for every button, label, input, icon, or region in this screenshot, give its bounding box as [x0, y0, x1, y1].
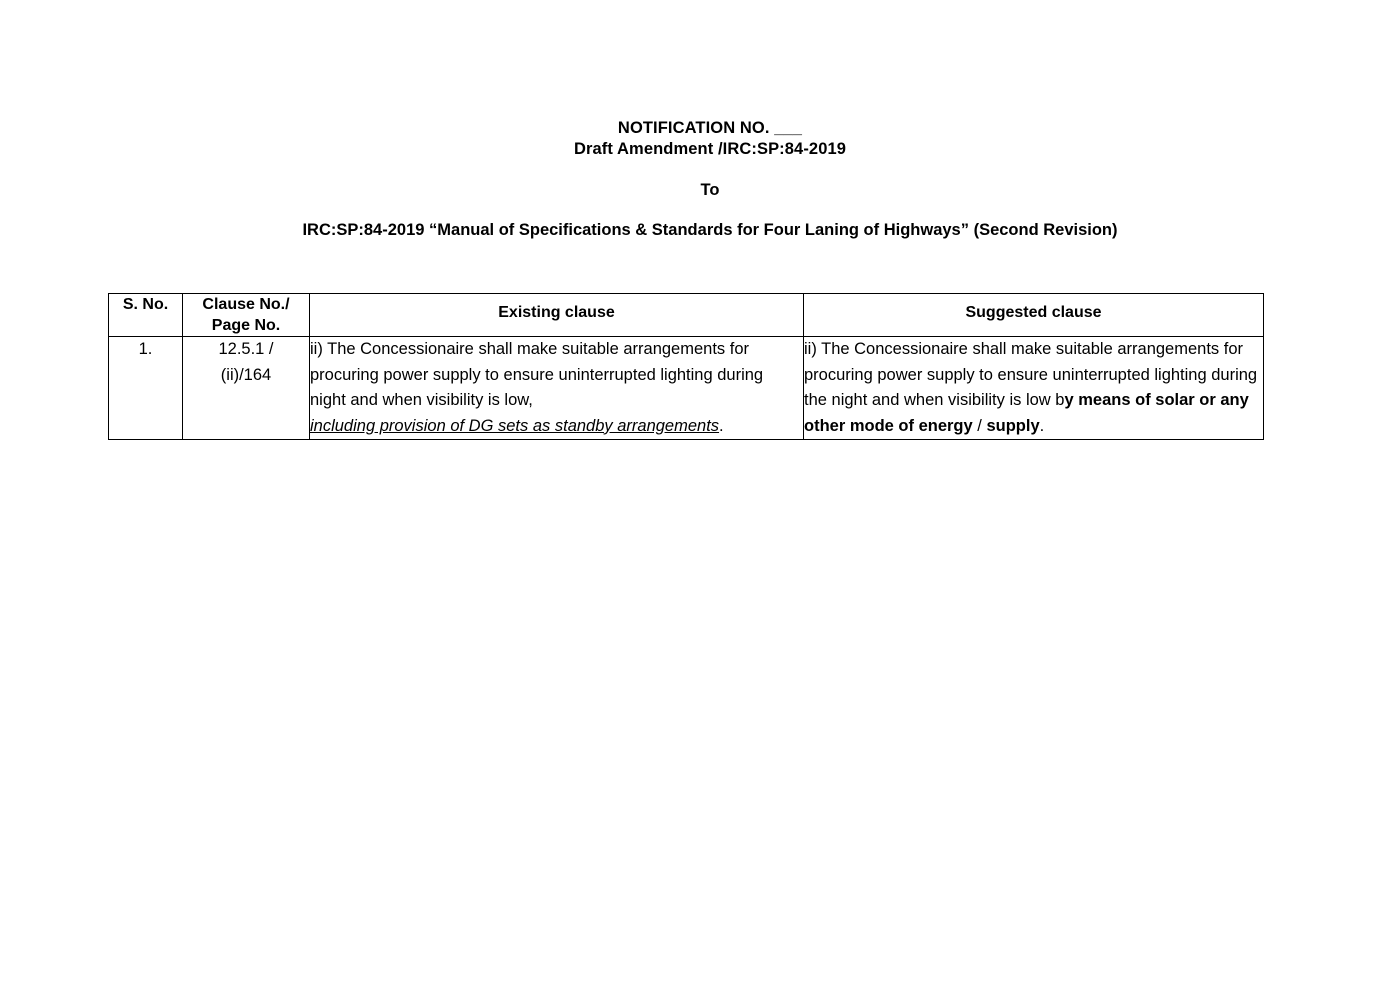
column-header-existing-clause	[310, 294, 804, 337]
suggested-clause-separator: /	[972, 416, 987, 435]
cell-clause-page	[183, 337, 310, 440]
heading-spacer-1	[210, 160, 1210, 180]
existing-clause-inserted-text: including provision of DG sets as standby arrangements	[310, 416, 720, 435]
suggested-clause-trailing-text: .	[1039, 416, 1045, 435]
column-header-clause-line2: Page No.	[211, 317, 281, 334]
amendment-table	[108, 293, 1264, 440]
cell-existing-clause	[310, 337, 804, 440]
heading-to: To	[700, 181, 720, 199]
column-header-s-no	[109, 294, 183, 337]
document-heading	[210, 118, 1210, 241]
draft-amendment-line: Draft Amendment /IRC:SP:84-2019	[573, 140, 847, 158]
suggested-clause-bold-text-1: y means of solar or any other mode of energy	[804, 391, 1249, 435]
column-header-clause-line1: Clause No./	[202, 296, 290, 313]
column-header-existing-clause-label: Existing clause	[498, 304, 615, 321]
column-header-clause-page	[183, 294, 310, 337]
column-header-suggested-clause-label: Suggested clause	[965, 304, 1102, 321]
column-header-suggested-clause	[804, 294, 1264, 337]
column-header-s-no-label: S. No.	[122, 296, 169, 313]
clause-number-value: 12.5.1 /	[218, 340, 274, 358]
s-no-value: 1.	[138, 340, 153, 358]
existing-clause-trailing-text: .	[719, 416, 724, 435]
notification-number: NOTIFICATION NO. ___	[617, 119, 803, 137]
manual-title: IRC:SP:84-2019 “Manual of Specifications & Standards for Four Laning of Highways” (Second Revision)	[302, 221, 1118, 239]
suggested-clause-lead-text: ii) The Concessionaire shall make suitable arrangements for procuring power supply to ensure uninterrupted lighting during the night and when visibility is low b	[804, 340, 1258, 409]
suggested-clause-bold-text-2: supply	[986, 416, 1040, 435]
cell-suggested-clause	[804, 337, 1264, 440]
table-row	[109, 337, 1264, 440]
cell-s-no	[109, 337, 183, 440]
page-number-value: (ii)/164	[220, 365, 272, 384]
existing-clause-plain-text: ii) The Concessionaire shall make suitable arrangements for procuring power supply to ensure uninterrupted lighting during night and when visibility is low,	[310, 340, 764, 409]
table-header-row	[109, 294, 1264, 337]
heading-spacer-2	[210, 201, 1210, 220]
